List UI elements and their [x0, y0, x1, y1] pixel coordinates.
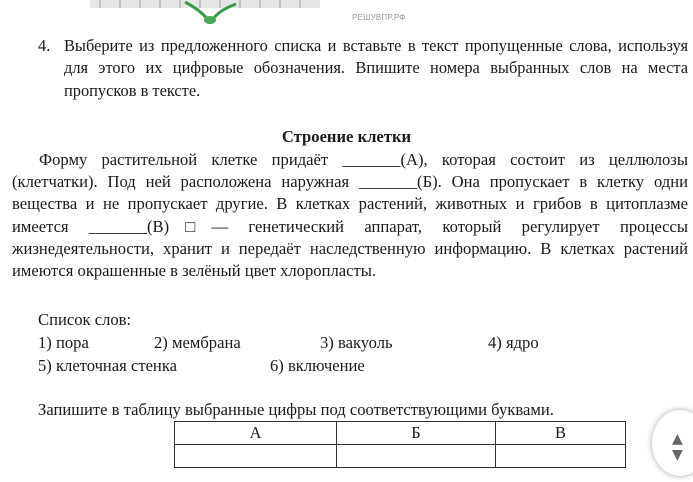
word-item: 1) пора [38, 333, 89, 352]
answer-header-a: А [175, 422, 337, 445]
word-item: 5) клеточная стенка [38, 356, 177, 375]
scroll-button[interactable] [652, 410, 693, 476]
answer-cell-v[interactable] [496, 445, 626, 468]
task-text: Выберите из предложенного списка и вставьте в текст пропущенные слова, используя для этого их цифровые обозначения. Впишите номера выбранных слов на места пропусков в тексте. [64, 36, 688, 100]
answer-table-header-row [175, 422, 626, 445]
watermark: РЕШУВПР.РФ [352, 13, 406, 22]
chevron-down-icon: ▼ [672, 447, 683, 463]
answer-cell-b[interactable] [337, 445, 496, 468]
instruction-text: Запишите в таблицу выбранные цифры под соответствующими буквами. [38, 400, 554, 419]
word-item: 4) ядро [488, 333, 539, 352]
answer-cell-a[interactable] [175, 445, 337, 468]
top-illustration [90, 0, 330, 24]
task-block [38, 35, 688, 102]
answer-header-b: Б [337, 422, 496, 445]
word-item: 3) вакуоль [320, 333, 393, 352]
word-list-title: Список слов: [38, 310, 132, 329]
word-item: 2) мембрана [154, 333, 241, 352]
answer-header-v: В [496, 422, 626, 445]
main-paragraph: Форму растительной клетке придаёт _______(А), которая состоит из целлюлозы (клетчатки). Под ней расположена наружная _______(Б). Она пропускает в клетку одни вещества и не пропускает другие. В клетках растений, животных и грибов в цитоплазме имеется _______(В)□— генетический аппарат, который регулирует процессы жизнедеятельности, хранит и передаёт наследственную информацию. В клетках растений имеются окрашенные в зелёный цвет хлоропласты. [12, 150, 688, 281]
answer-table [174, 421, 626, 468]
word-item: 6) включение [270, 356, 365, 375]
chevron-up-icon: ▲ [672, 431, 683, 447]
section-heading: Строение клетки [281, 127, 412, 146]
task-number: 4. [38, 36, 51, 55]
answer-table-input-row [175, 445, 626, 468]
